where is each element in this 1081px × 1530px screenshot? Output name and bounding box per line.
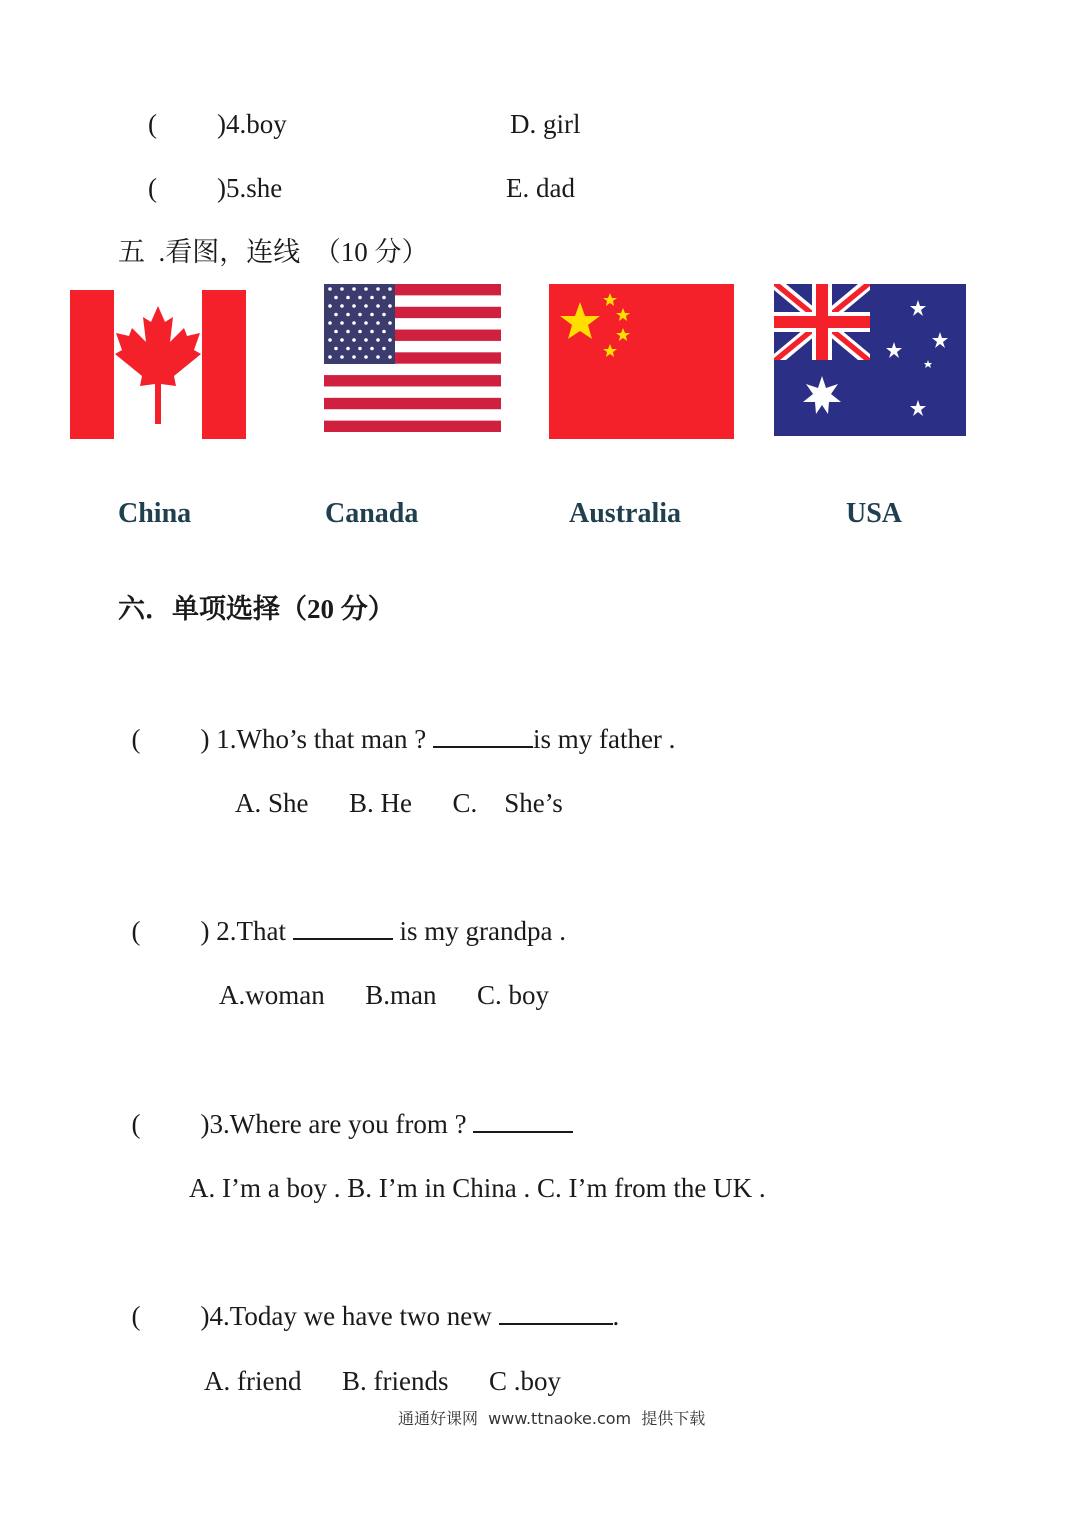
mc-q4 — [118, 1268, 619, 1332]
footer-watermark: 通通好课网 www.ttnaoke.com 提供下载 — [398, 1409, 706, 1428]
mc-q4-options: A. friend B. friends C .boy — [204, 1366, 561, 1396]
q4-question: )4.boy — [217, 109, 287, 139]
part6-title: 六．单项选择（20 分） — [118, 594, 395, 624]
mc-q4-text-after: . — [612, 1301, 620, 1331]
mc-q3-paren: ( — [131, 1109, 141, 1139]
mc-q2-blank — [293, 916, 393, 940]
country-label-1: China — [118, 498, 192, 529]
mc-q1-text: ) 1.Who’s that man ? — [200, 724, 433, 754]
mc-q1-text-after: is my father . — [532, 724, 676, 754]
part5-title: 五 .看图，连线 （10 分） — [118, 237, 429, 267]
q4-option: D. girl — [510, 109, 581, 139]
q5-question: )5.she — [217, 173, 283, 203]
mc-q4-paren: ( — [131, 1301, 141, 1331]
mc-q3-text: )3.Where are you from ? — [200, 1109, 474, 1139]
mc-q2-text-after: is my grandpa . — [392, 916, 566, 946]
mc-q3-options: A. I’m a boy . B. I’m in China . C. I’m from the UK . — [189, 1173, 766, 1203]
mc-q1-paren: ( — [131, 724, 141, 754]
australia-flag — [774, 284, 966, 436]
canada-flag — [70, 290, 246, 439]
china-flag — [549, 284, 734, 439]
country-label-2: Canada — [325, 498, 419, 529]
usa-flag — [324, 284, 501, 432]
mc-q2-paren: ( — [131, 916, 141, 946]
mc-q3-blank — [473, 1109, 573, 1133]
mc-q2-text: ) 2.That — [200, 916, 293, 946]
q5-paren: ( — [148, 173, 157, 203]
mc-q2 — [118, 883, 566, 947]
mc-q2-options: A.woman B.man C. boy — [219, 980, 549, 1010]
mc-q3 — [118, 1076, 573, 1140]
country-label-3: Australia — [569, 498, 681, 529]
mc-q1-options: A. She B. He C. She’s — [235, 788, 563, 818]
country-label-4: USA — [846, 498, 903, 529]
mc-q4-blank — [499, 1301, 613, 1325]
mc-q4-text: )4.Today we have two new — [200, 1301, 499, 1331]
q4-paren: ( — [148, 109, 157, 139]
mc-q1 — [118, 691, 675, 755]
mc-q1-blank — [433, 724, 533, 748]
q5-option: E. dad — [506, 173, 575, 203]
